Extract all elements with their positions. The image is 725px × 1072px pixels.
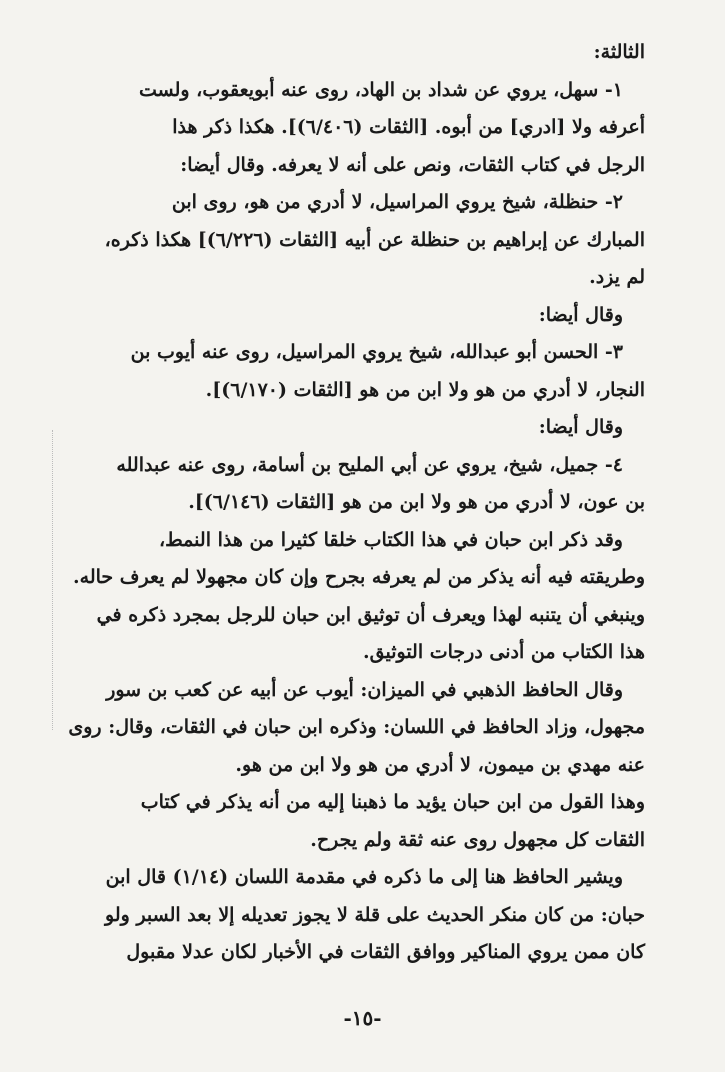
- text-line: مجهول، وزاد الحافظ في اللسان: وذكره ابن حبان في الثقات، وقال: روى: [68, 716, 645, 738]
- text-line: وقال أيضا:: [538, 303, 623, 326]
- text-line: وقد ذكر ابن حبان في هذا الكتاب خلقا كثيرا من هذا النمط،: [159, 528, 623, 551]
- text-line: الرجل في كتاب الثقات، ونص على أنه لا يعرفه. وقال أيضا:: [180, 153, 645, 176]
- text-line: ويشير الحافظ هنا إلى ما ذكره في مقدمة اللسان (١/١٤) قال ابن: [105, 866, 623, 888]
- text-line: ٤- جميل، شيخ، يروي عن أبي المليح بن أسامة، روى عنه عبدالله: [116, 453, 623, 476]
- text-line: المبارك عن إبراهيم بن حنظلة عن أبيه [الثقات (٦/٢٢٦)] هكذا ذكره،: [104, 228, 645, 251]
- text-line: وقال أيضا:: [538, 416, 623, 438]
- text-line: كان ممن يروي المناكير ووافق الثقات في الأخبار لكان عدلا مقبول: [126, 941, 645, 963]
- text-line: هذا الكتاب من أدنى درجات التوثيق.: [363, 641, 645, 663]
- body-text: [68, 34, 645, 972]
- text-line: بن عون، لا أدري من هو ولا ابن من هو [الثقات (٦/١٤٦)].: [188, 491, 645, 513]
- text-line: ٢- حنظلة، شيخ يروي المراسيل، لا أدري من هو، روى ابن: [171, 191, 623, 213]
- text-line: ٣- الحسن أبو عبدالله، شيخ يروي المراسيل، روى عنه أيوب بن: [130, 341, 623, 363]
- text-line: وهذا القول من ابن حبان يؤيد ما ذهبنا إليه من أنه يذكر في كتاب: [140, 791, 645, 813]
- text-line: ١- سهل، يروي عن شداد بن الهاد، روى عنه أبويعقوب، ولست: [139, 78, 623, 101]
- text-line: وينبغي أن يتنبه لهذا ويعرف أن توثيق ابن حبان للرجل بمجرد ذكره في: [96, 603, 645, 626]
- text-line: عنه مهدي بن ميمون، لا أدري من هو ولا ابن من هو.: [235, 753, 645, 776]
- text-line: وطريقته فيه أنه يذكر من لم يعرفه بجرح وإن كان مجهولا لم يعرف حاله.: [73, 566, 645, 588]
- text-line: وقال الحافظ الذهبي في الميزان: أيوب عن أبيه عن كعب بن سور: [106, 678, 623, 701]
- margin-dotted-line: [52, 430, 54, 730]
- text-line: حبان: من كان منكر الحديث على قلة لا يجوز تعديله إلا بعد السبر ولو: [105, 903, 645, 926]
- text-line: الثقات كل مجهول روى عنه ثقة ولم يجرح.: [310, 828, 645, 851]
- text-line: النجار، لا أدري من هو ولا ابن من هو [الثقات (٦/١٧٠)].: [205, 378, 645, 401]
- text-line: أعرفه ولا [ادري] من أبوه. [الثقات (٦/٤٠٦)]. هكذا ذكر هذا: [172, 116, 645, 138]
- text-line: لم يزد.: [589, 266, 645, 288]
- section-heading: الثالثة:: [593, 41, 645, 63]
- page-number: -١٥-: [343, 1006, 382, 1030]
